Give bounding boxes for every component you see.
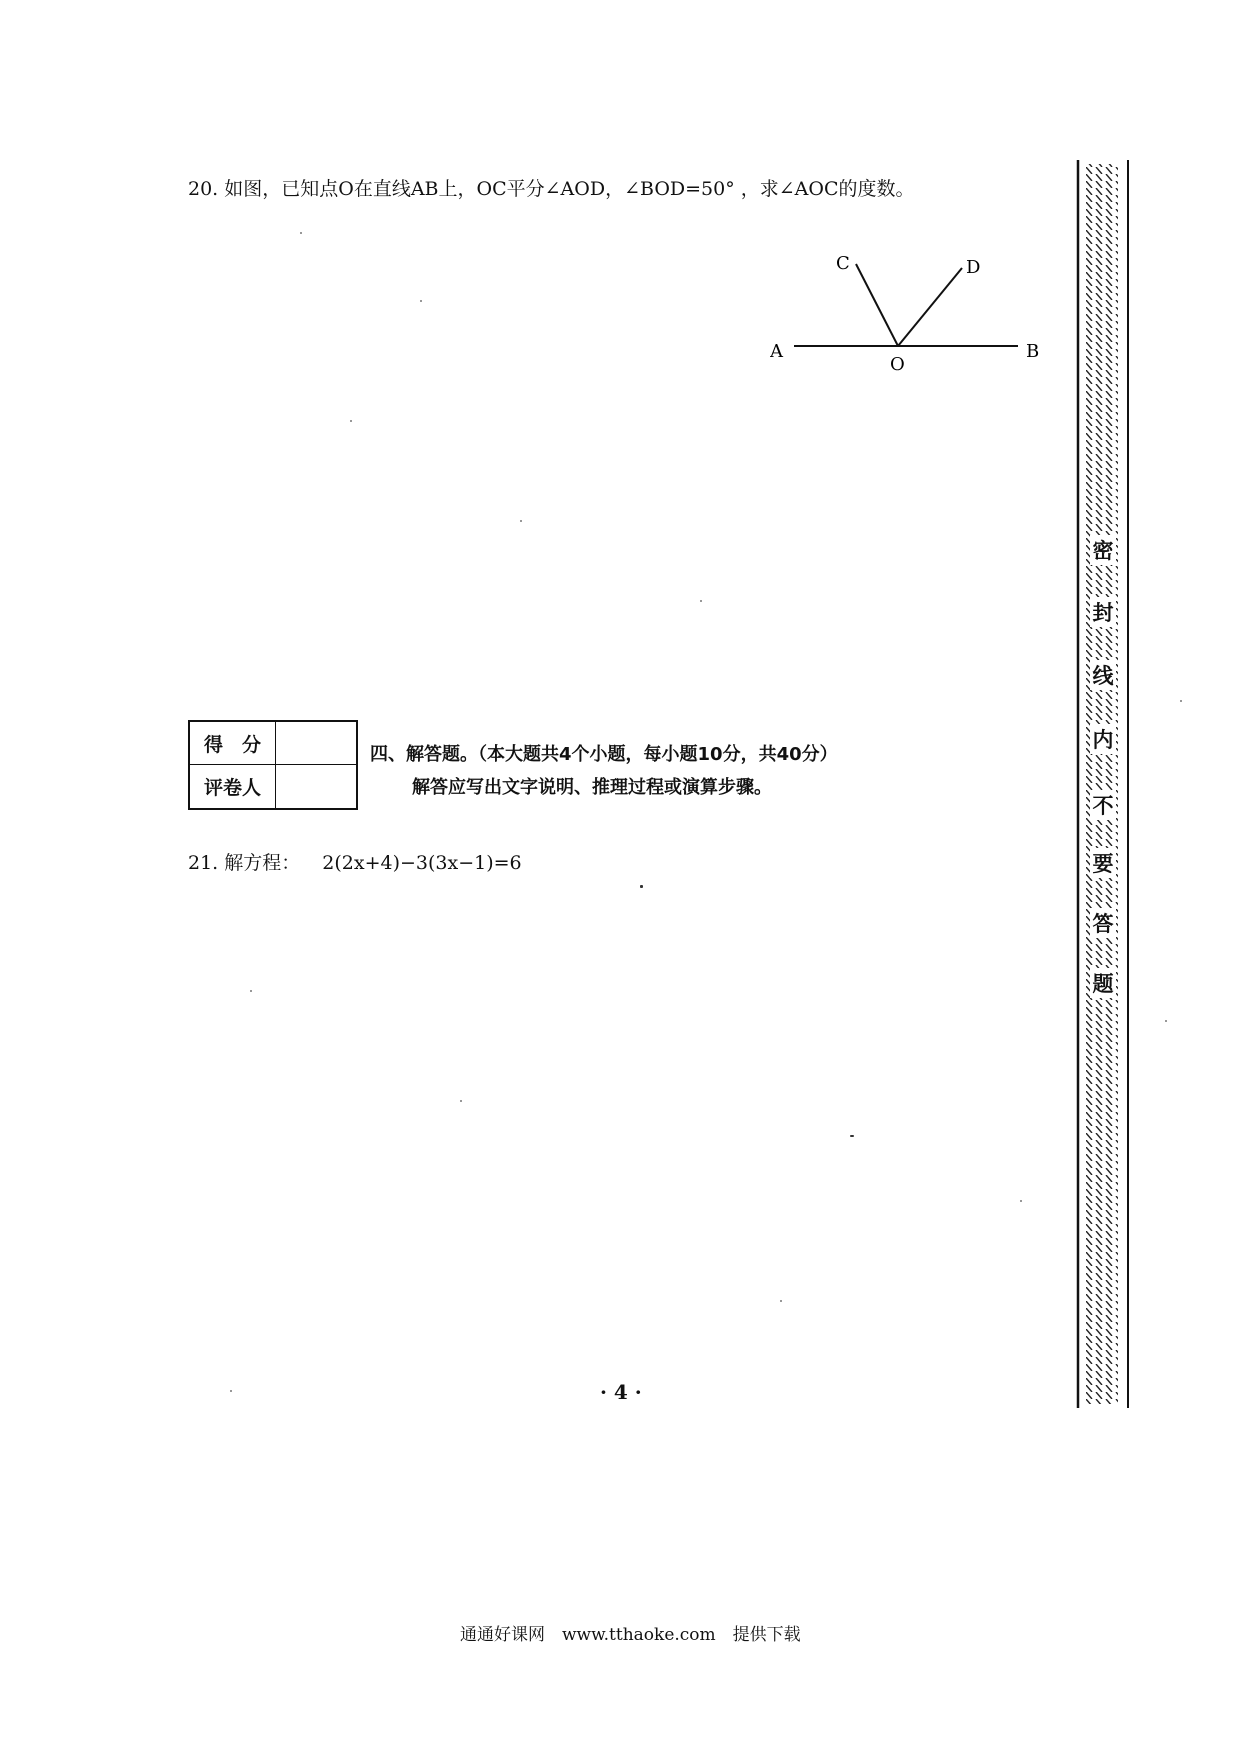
section-4-note: 解答应写出文字说明、推理过程或演算步骤。	[412, 777, 772, 798]
question-21-equation: 2(2x+4)−3(3x−1)=6	[322, 852, 522, 874]
seal-char-6: 要	[1090, 848, 1116, 878]
label-c: C	[836, 253, 850, 274]
page-number: · 4 ·	[600, 1380, 642, 1404]
seal-char-7: 答	[1090, 908, 1116, 938]
seal-line-strip	[1074, 160, 1132, 1408]
label-a: A	[770, 341, 783, 362]
angle-figure	[770, 242, 1060, 382]
question-20-text: 20. 如图，已知点O在直线AB上，OC平分∠AOD，∠BOD=50° ，求∠AOC的度数。	[188, 178, 915, 200]
seal-char-4: 内	[1090, 724, 1116, 754]
footer-credit: 通通好课网 www.tthaoke.com 提供下载	[460, 1625, 801, 1645]
grader-label: 评卷人	[190, 765, 276, 808]
score-label: 得 分	[190, 722, 276, 765]
label-b: B	[1026, 341, 1040, 362]
seal-char-5: 不	[1090, 790, 1116, 820]
seal-char-2: 封	[1090, 597, 1116, 627]
section-4-title: 四、解答题。（本大题共4个小题，每小题10分，共40分）	[370, 744, 838, 765]
label-o: O	[890, 354, 905, 375]
question-21	[188, 848, 522, 875]
score-field[interactable]	[276, 722, 356, 765]
question-21-prompt: 21. 解方程：	[188, 852, 301, 874]
seal-char-3: 线	[1090, 660, 1116, 690]
grader-field[interactable]	[276, 765, 356, 808]
label-d: D	[966, 257, 981, 278]
score-table	[188, 720, 358, 810]
seal-char-1: 密	[1090, 535, 1116, 565]
ray-oc	[856, 264, 898, 346]
seal-char-8: 题	[1090, 968, 1116, 998]
ray-od	[898, 268, 962, 346]
